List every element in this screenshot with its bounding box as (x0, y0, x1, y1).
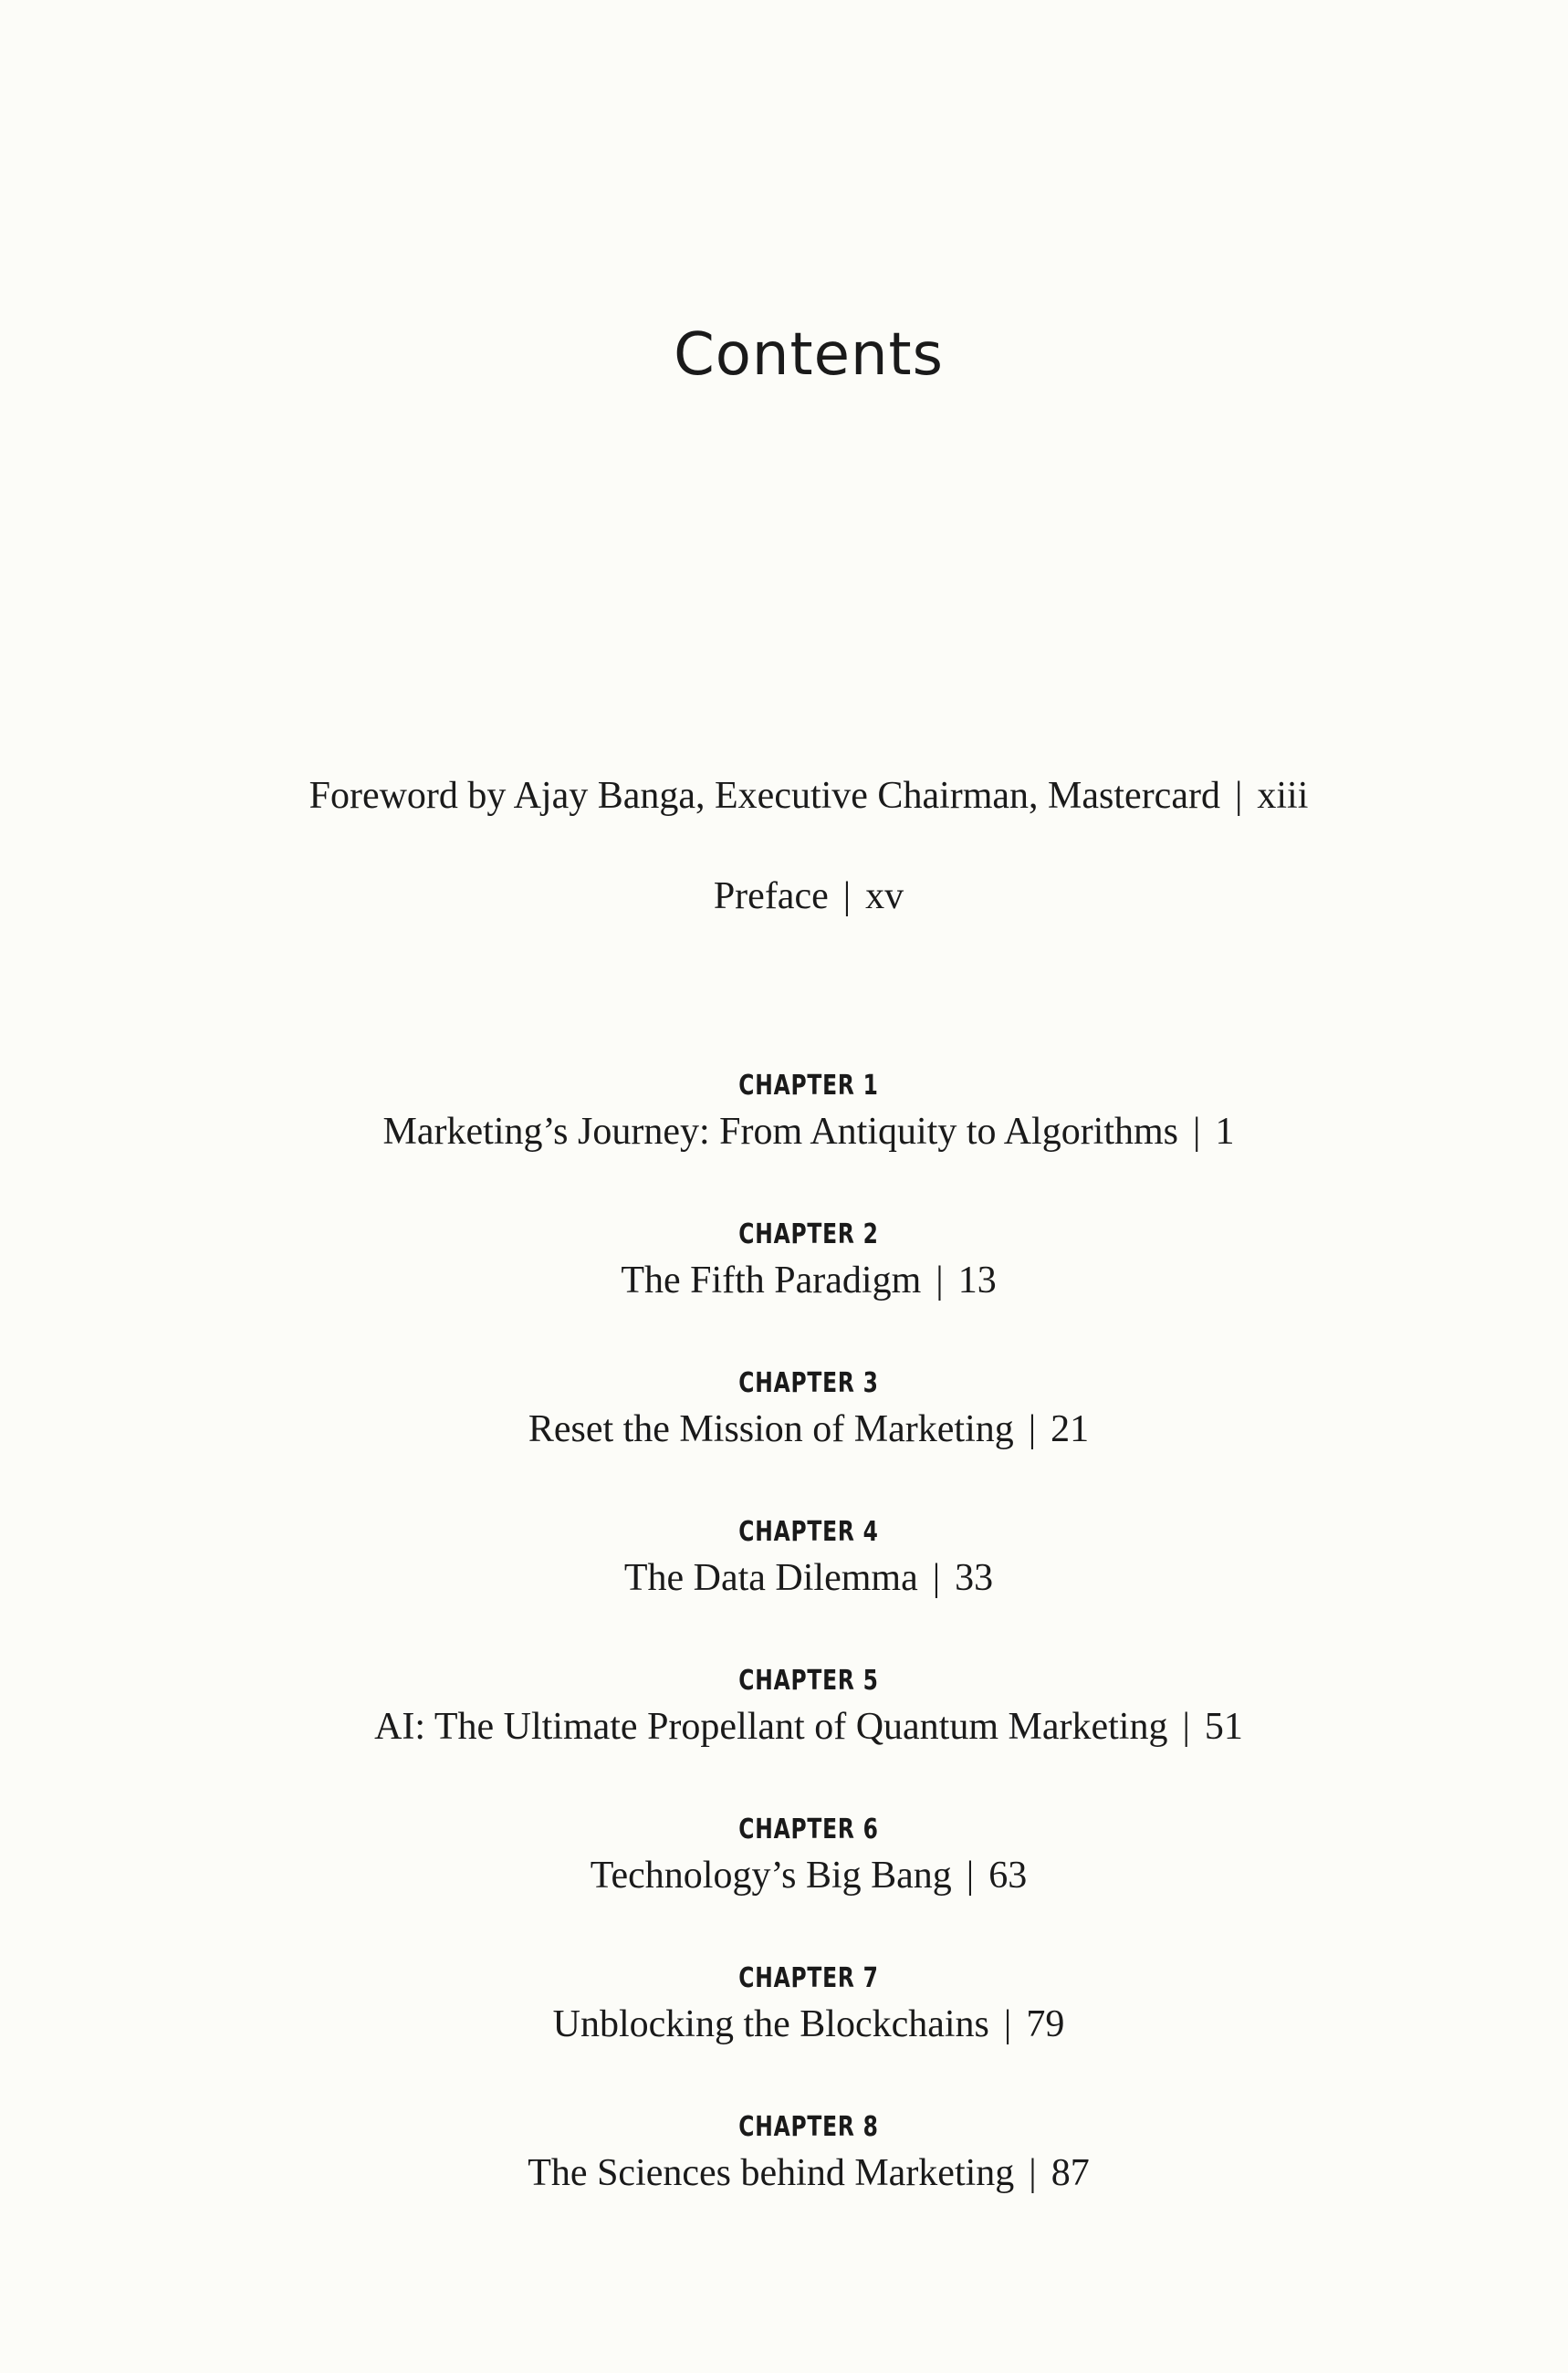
separator: | (1193, 1111, 1201, 1153)
toc-entry-chapter-3 (0, 1407, 1568, 1451)
toc-entry-chapter-5 (0, 1705, 1568, 1749)
toc-entry-chapter-6 (0, 1854, 1568, 1897)
entry-title: Marketing’s Journey: From Antiquity to Algorithms (382, 1111, 1179, 1153)
entry-title: Unblocking the Blockchains (552, 2003, 989, 2045)
separator: | (1182, 1706, 1190, 1748)
entry-page-number: xv (865, 875, 904, 917)
entry-page-number: 21 (1051, 1408, 1090, 1450)
separator: | (1029, 2152, 1037, 2194)
entry-title: Technology’s Big Bang (590, 1855, 952, 1897)
entry-page-number: 33 (955, 1557, 994, 1599)
separator: | (966, 1855, 975, 1897)
chapter-label: CHAPTER 1 (738, 1070, 879, 1102)
toc-entry-chapter-2 (0, 1259, 1568, 1302)
chapter-label: CHAPTER 4 (738, 1516, 879, 1548)
separator: | (1234, 775, 1243, 817)
entry-page-number: 1 (1215, 1111, 1235, 1153)
entry-title: Preface (713, 875, 829, 917)
chapter-label: CHAPTER 5 (738, 1665, 879, 1697)
page-title: Contents (674, 321, 944, 389)
toc-entry-chapter-7 (0, 2002, 1568, 2046)
chapter-label: CHAPTER 2 (738, 1218, 879, 1250)
chapter-label: CHAPTER 7 (738, 1962, 879, 1994)
entry-title: The Sciences behind Marketing (528, 2152, 1015, 2194)
entry-title: The Fifth Paradigm (621, 1260, 922, 1301)
entry-title: Foreword by Ajay Banga, Executive Chairman, Mastercard (308, 775, 1220, 817)
entry-page-number: xiii (1257, 775, 1309, 817)
toc-entry-chapter-1 (0, 1110, 1568, 1154)
chapter-label: CHAPTER 6 (738, 1814, 879, 1845)
entry-title: The Data Dilemma (623, 1557, 918, 1599)
separator: | (1028, 1408, 1037, 1450)
toc-entry-foreword (0, 774, 1568, 818)
entry-page-number: 79 (1026, 2003, 1065, 2045)
toc-entry-chapter-4 (0, 1556, 1568, 1600)
separator: | (932, 1557, 941, 1599)
entry-page-number: 13 (957, 1260, 997, 1301)
chapter-label: CHAPTER 3 (738, 1367, 879, 1399)
chapter-label: CHAPTER 8 (738, 2111, 879, 2143)
entry-title: Reset the Mission of Marketing (528, 1408, 1014, 1450)
separator: | (1003, 2003, 1012, 2045)
separator: | (842, 875, 852, 917)
entry-page-number: 63 (988, 1855, 1028, 1897)
separator: | (936, 1260, 944, 1301)
entry-page-number: 87 (1051, 2152, 1090, 2194)
entry-title: AI: The Ultimate Propellant of Quantum Marketing (374, 1706, 1168, 1748)
toc-entry-preface (0, 874, 1568, 918)
entry-page-number: 51 (1204, 1706, 1243, 1748)
toc-entry-chapter-8 (0, 2151, 1568, 2195)
